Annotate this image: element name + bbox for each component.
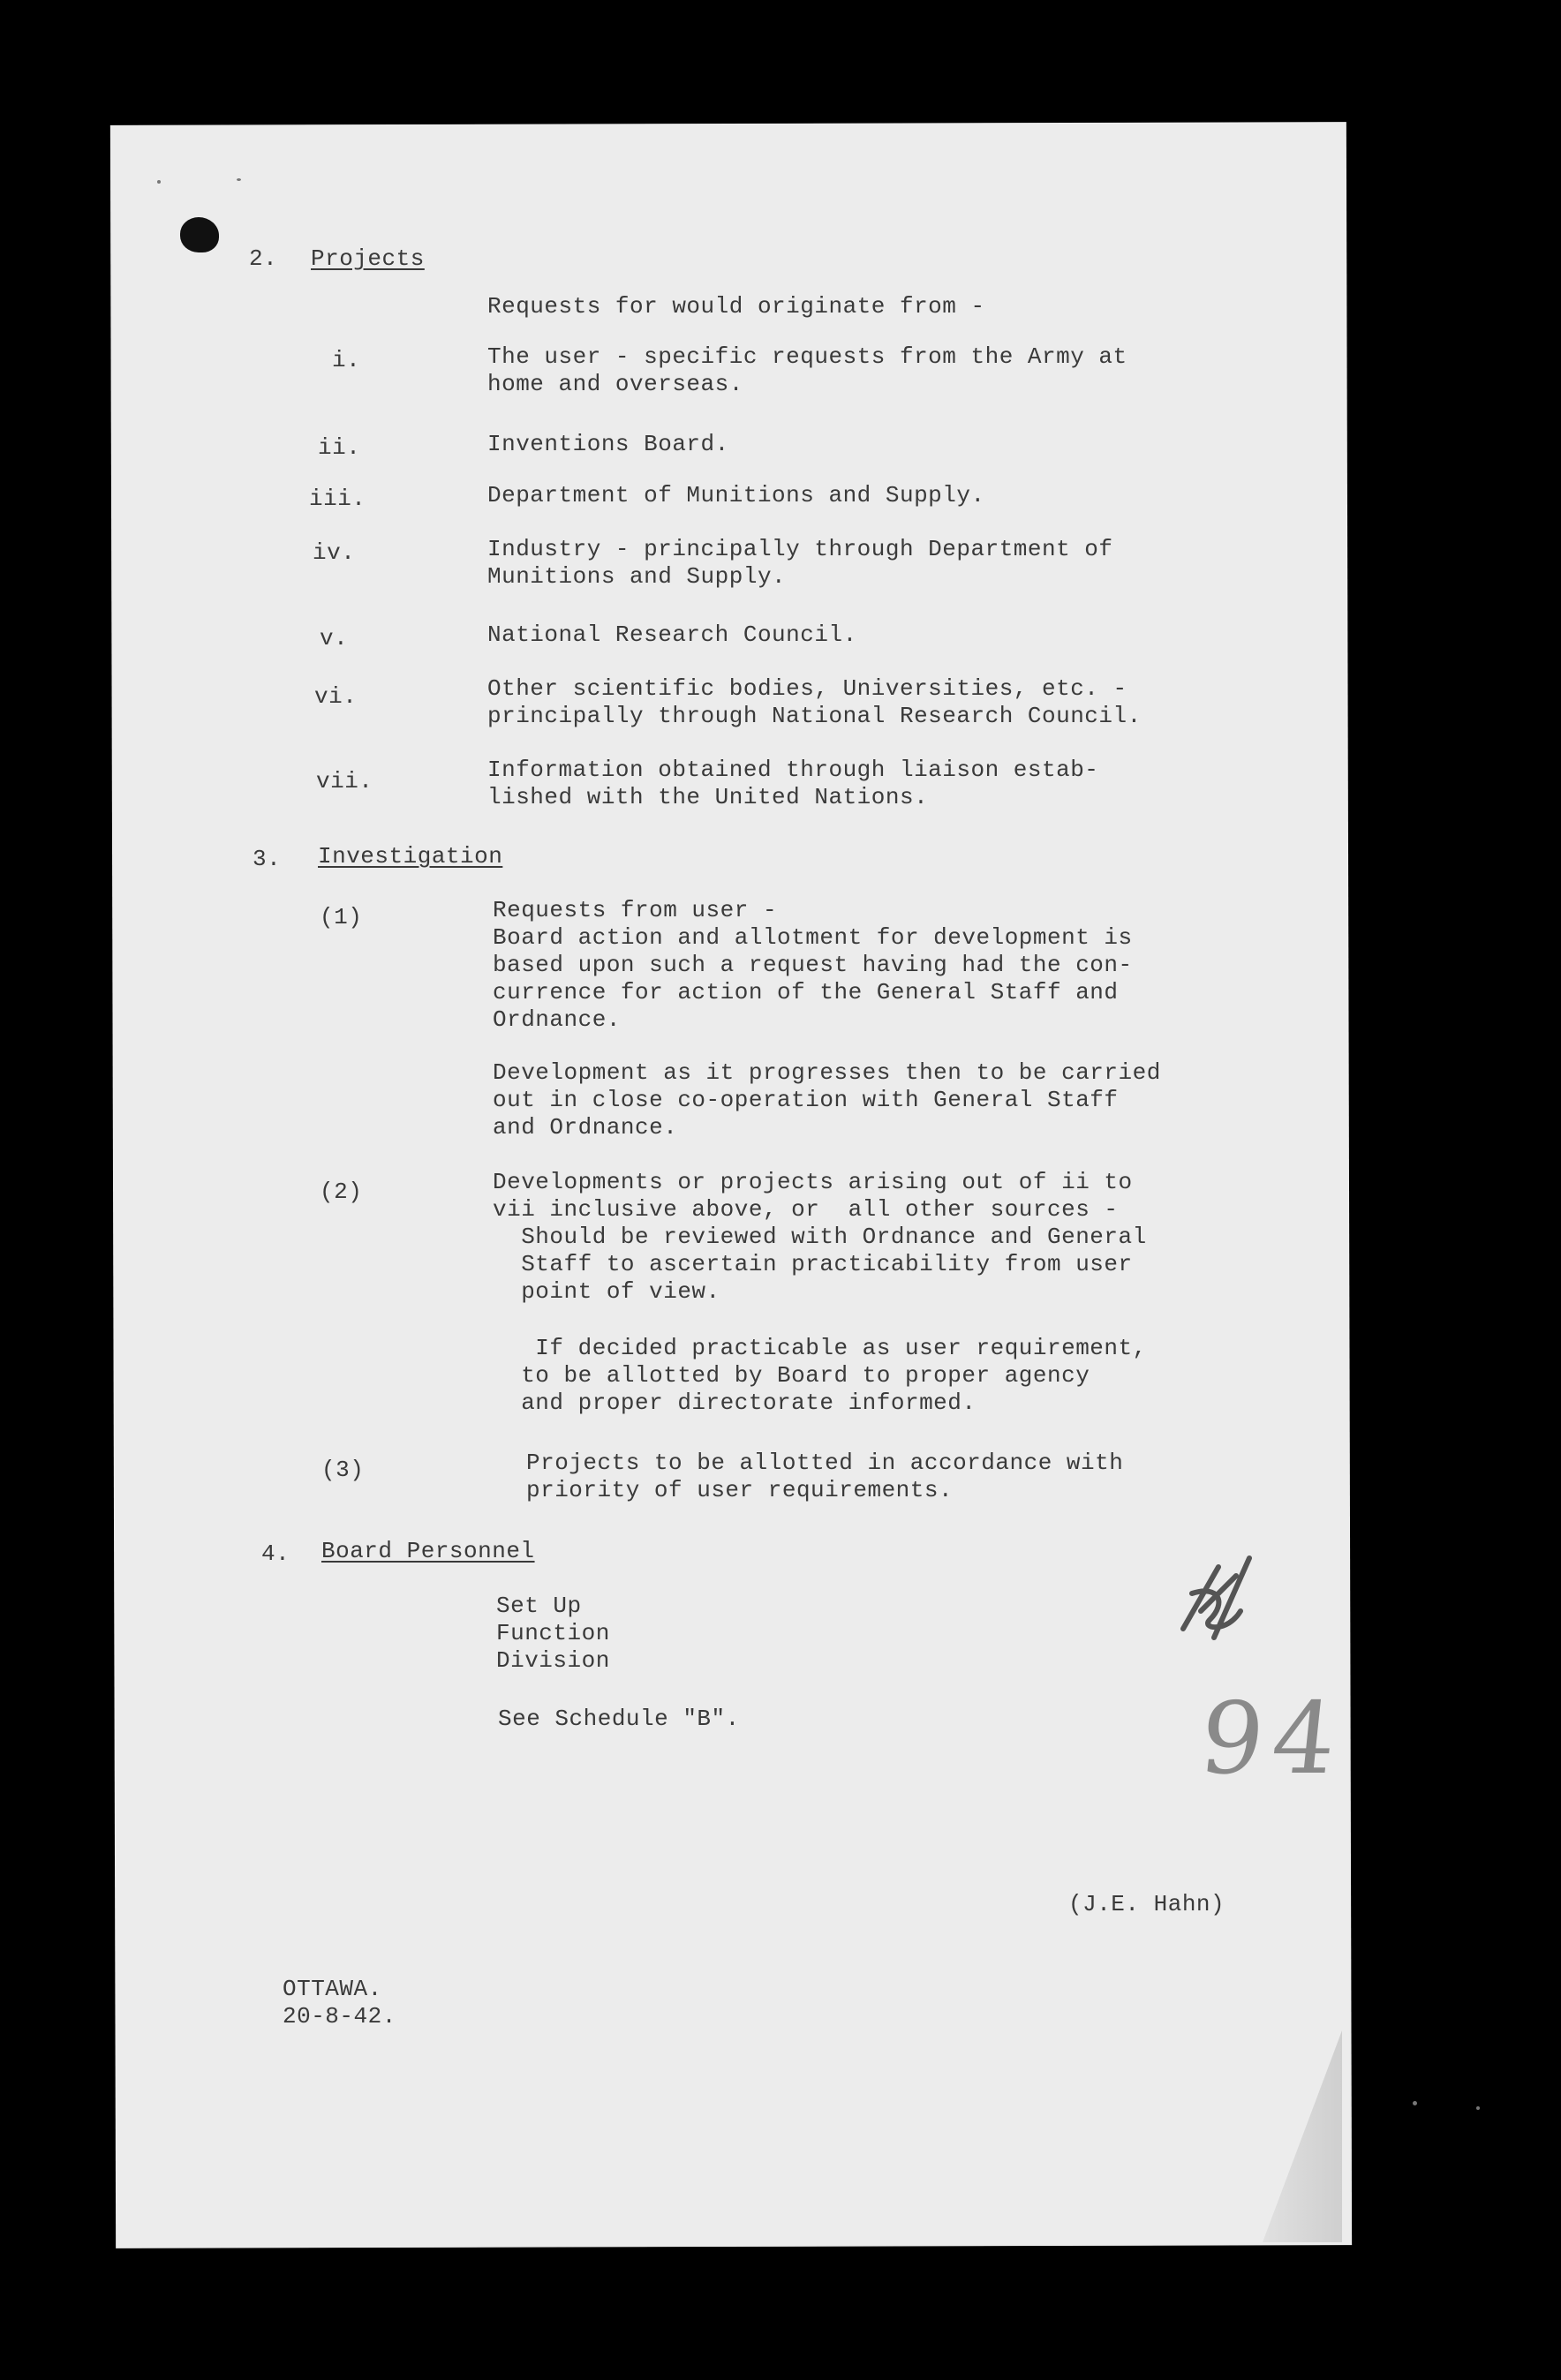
section-2-intro: Requests for would originate from - — [487, 293, 985, 320]
item-label: vi. — [314, 683, 358, 710]
item-line: Should be reviewed with Ordnance and General — [493, 1224, 1147, 1250]
item-label: vii. — [316, 768, 373, 795]
item-line: lished with the United Nations. — [487, 784, 929, 810]
speck — [1413, 2101, 1417, 2105]
item-label: ii. — [318, 434, 361, 461]
item-line: Projects to be allotted in accordance with — [526, 1450, 1124, 1476]
item-label: i. — [332, 347, 361, 373]
handwritten-page-number: 94 — [1195, 1682, 1351, 1796]
item-line: Information obtained through liaison estab- — [487, 757, 1099, 783]
item-line: Ordnance. — [493, 1006, 621, 1033]
date: 20-8-42. — [283, 2003, 396, 2030]
item-line: based upon such a request having had the con- — [493, 952, 1133, 978]
item-line: Munitions and Supply. — [487, 563, 787, 590]
section-4-title: Board Personnel — [321, 1538, 535, 1564]
section-3-title: Investigation — [318, 843, 503, 870]
schedule-note: See Schedule "B". — [498, 1706, 740, 1732]
section-4-number: 4. — [261, 1540, 290, 1567]
item-line: point of view. — [493, 1278, 720, 1305]
item-line: The user - specific requests from the Army at — [487, 343, 1127, 370]
item-line: Industry - principally through Department of — [487, 536, 1113, 562]
section-3-number: 3. — [253, 846, 282, 872]
item-line: Development as it progresses then to be carried — [493, 1059, 1161, 1086]
punch-hole-mark — [180, 217, 219, 252]
item-line: Developments or projects arising out of ii to — [493, 1169, 1133, 1195]
item-line: Staff to ascertain practicability from user — [493, 1251, 1133, 1277]
item-line: Department of Munitions and Supply. — [487, 482, 985, 508]
item-label: v. — [320, 625, 349, 651]
item-line: currence for action of the General Staff and — [493, 979, 1119, 1005]
personnel-line: Function — [496, 1620, 610, 1646]
speck — [1476, 2106, 1480, 2110]
speck — [237, 178, 241, 181]
item-line: vii inclusive above, or all other sources - — [493, 1196, 1119, 1223]
speck — [157, 180, 161, 184]
item-label: iv. — [313, 539, 356, 566]
item-line: and Ordnance. — [493, 1114, 678, 1141]
item-line: out in close co-operation with General Staff — [493, 1087, 1119, 1113]
item-line: Board action and allotment for development is — [493, 924, 1133, 951]
item-line: and proper directorate informed. — [493, 1390, 977, 1416]
section-2-title: Projects — [311, 245, 425, 272]
item-label: (1) — [320, 904, 363, 930]
item-line: If decided practicable as user requirement, — [493, 1335, 1147, 1361]
handwritten-initials — [1165, 1549, 1263, 1655]
item-label: iii. — [309, 486, 366, 512]
item-line: home and overseas. — [487, 371, 743, 397]
signature: (J.E. Hahn) — [1068, 1891, 1225, 1917]
item-line: priority of user requirements. — [526, 1477, 954, 1503]
item-label: (3) — [321, 1457, 365, 1483]
item-line: Requests from user - — [493, 897, 778, 923]
item-line: National Research Council. — [487, 621, 857, 648]
item-line: Other scientific bodies, Universities, etc. - — [487, 675, 1127, 702]
item-line: to be allotted by Board to proper agency — [493, 1362, 1090, 1389]
personnel-line: Division — [496, 1647, 610, 1674]
section-2-number: 2. — [249, 245, 278, 272]
item-line: principally through National Research Council. — [487, 703, 1142, 729]
item-label: (2) — [320, 1179, 363, 1205]
place: OTTAWA. — [283, 1976, 382, 2002]
personnel-line: Set Up — [496, 1593, 582, 1619]
item-line: Inventions Board. — [487, 431, 729, 457]
